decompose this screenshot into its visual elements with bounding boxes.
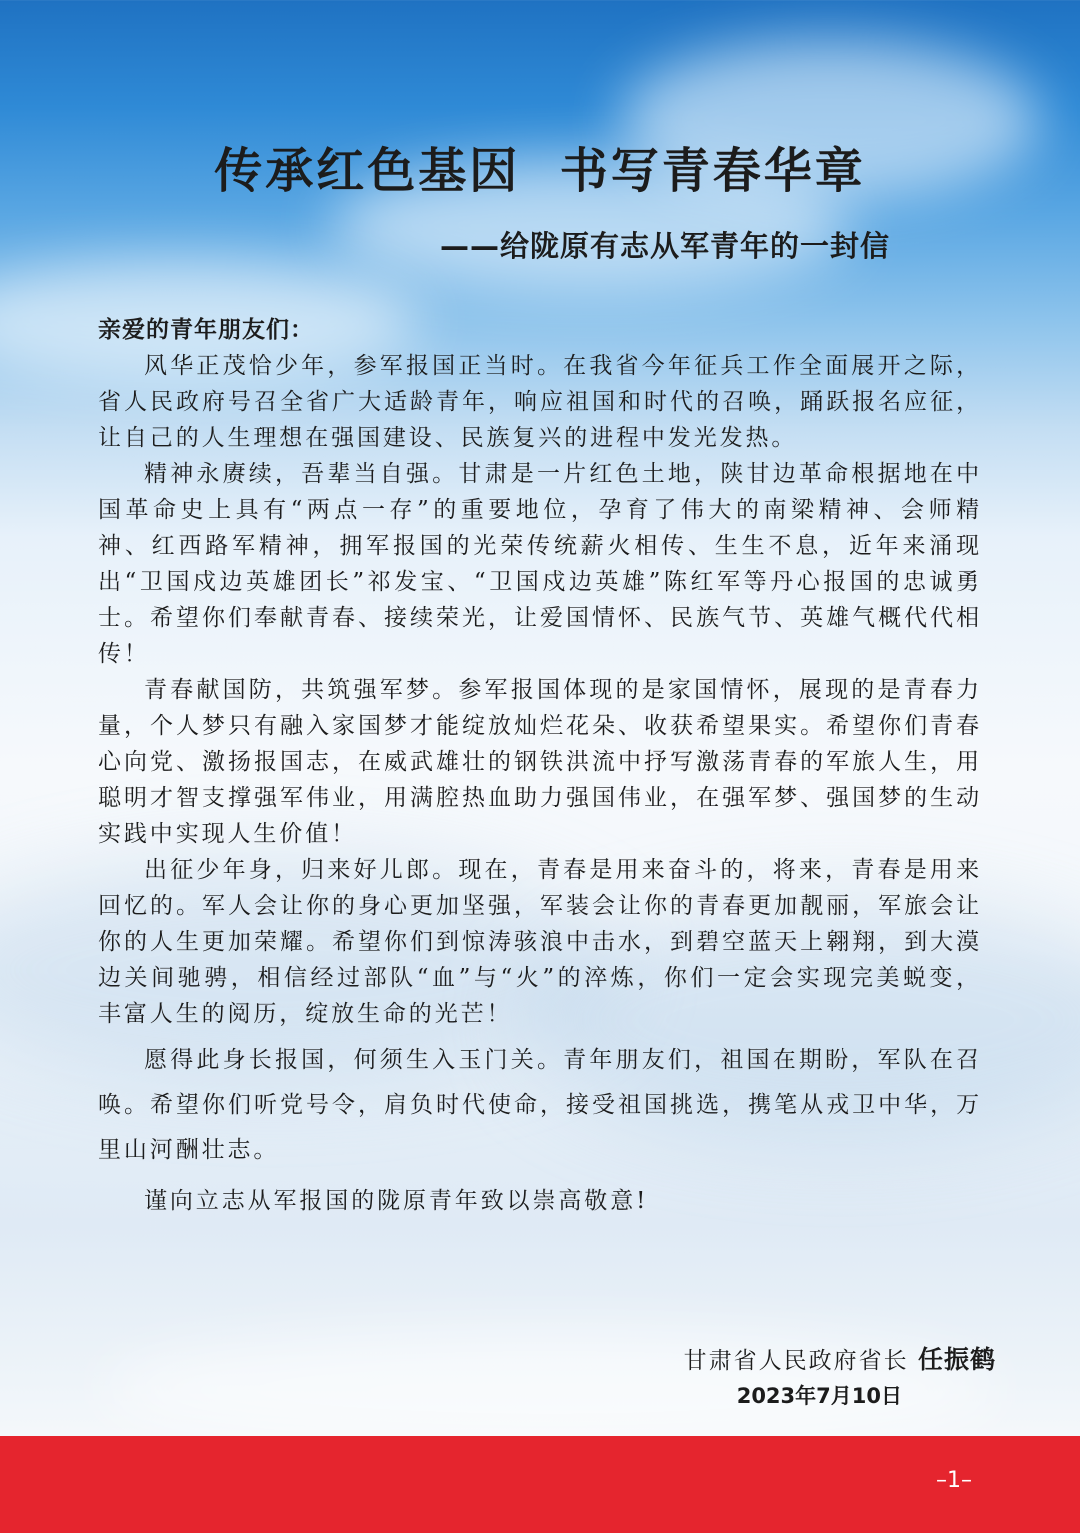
paragraph: 精神永赓续，吾辈当自强。甘肃是一片红色土地，陕甘边革命根据地在中国革命史上具有“两点一存”的重要地位，孕育了伟大的南梁精神、会师精神、红西路军精神，拥军报国的光荣传统薪火相传、生生不息，近年来涌现出“卫国戍边英雄团长”祁发宝、“卫国戍边英雄”陈红军等丹心报国的忠诚勇士。希望你们奉献青春、接续荣光，让爱国情怀、民族气节、英雄气概代代相传！ xyxy=(98,461,982,667)
salutation: 亲爱的青年朋友们： xyxy=(98,317,314,343)
closing-line: 谨向立志从军报国的陇原青年致以崇高敬意! xyxy=(144,1188,649,1214)
paragraph: 青春献国防，共筑强军梦。参军报国体现的是家国情怀，展现的是青春力量，个人梦只有融入家国梦才能绽放灿烂花朵、收获希望果实。希望你们青春心向党、激扬报国志，在威武雄壮的钢铁洪流中抒写激荡青春的军旅人生，用聪明才智支撑强军伟业，用满腔热血助力强国伟业，在强军梦、强国梦的生动实践中实现人生价值！ xyxy=(98,677,982,847)
page-number: –1– xyxy=(936,1468,972,1493)
letter-body xyxy=(98,312,982,1224)
paragraph: 出征少年身，归来好儿郎。现在，青春是用来奋斗的，将来，青春是用来回忆的。军人会让你的身心更加坚强，军装会让你的青春更加靓丽，军旅会让你的人生更加荣耀。希望你们到惊涛骇浪中击水，到碧空蓝天上翱翔，到大漠边关间驰骋，相信经过部队“血”与“火”的淬炼，你们一定会实现完美蜕变，丰富人生的阅历，绽放生命的光芒！ xyxy=(98,857,982,1027)
footer-bar xyxy=(0,1436,1080,1533)
letter-title: 传承红色基因 书写青春华章 xyxy=(214,143,866,199)
signature-name: 任振鹤 xyxy=(917,1345,996,1374)
letter-date: 2023年7月10日 xyxy=(736,1384,902,1408)
letter-subtitle: ——给陇原有志从军青年的一封信 xyxy=(439,229,890,263)
signature-position: 甘肃省人民政府省长 xyxy=(683,1348,909,1374)
paragraph: 愿得此身长报国，何须生入玉门关。青年朋友们，祖国在期盼，军队在召唤。希望你们听党号令，肩负时代使命，接受祖国挑选，携笔从戎卫中华，万里山河酬壮志。 xyxy=(98,1047,982,1163)
paragraph: 风华正茂恰少年，参军报国正当时。在我省今年征兵工作全面展开之际，省人民政府号召全省广大适龄青年，响应祖国和时代的召唤，踊跃报名应征，让自己的人生理想在强国建设、民族复兴的进程中发光发热。 xyxy=(98,353,982,451)
signature xyxy=(684,1340,996,1376)
